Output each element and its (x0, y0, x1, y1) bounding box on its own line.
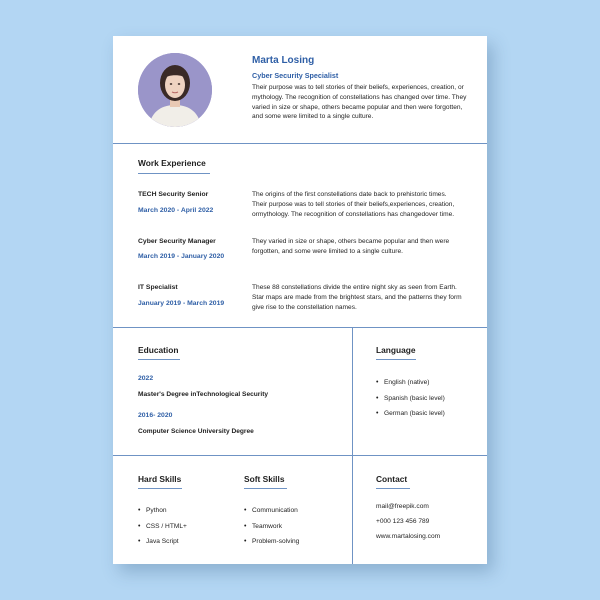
job-title: Cyber Security Manager (138, 238, 216, 245)
list-item: • Communication (244, 507, 298, 514)
soft-skills-heading: Soft Skills (244, 474, 285, 484)
hard-skills-list (138, 507, 187, 554)
education-year: 2016- 2020 (138, 412, 173, 419)
job-description: These 88 constellations divide the entire night sky as seen from Earth. Star maps are made from the brightest stars, and the patterns they form give rise to the constellation names. (252, 284, 462, 311)
contact-email: mail@freepik.com (376, 503, 429, 510)
skill-item: CSS / HTML+ (146, 522, 187, 530)
candidate-role: Cyber Security Specialist (252, 71, 339, 80)
list-item: • Teamwork (244, 522, 283, 530)
language-item: Spanish (basic level) (384, 394, 445, 402)
job-dates: March 2019 - January 2020 (138, 253, 225, 260)
language-item: English (native) (384, 379, 430, 386)
divider (113, 455, 487, 456)
skill-item: Teamwork (252, 522, 283, 530)
contact-heading: Contact (376, 474, 408, 484)
contact-website: www.martalosing.com (376, 533, 441, 540)
education-degree: Computer Science University Degree (138, 428, 254, 435)
job-dates: March 2020 - April 2022 (138, 207, 214, 214)
heading-underline (138, 488, 182, 489)
heading-underline (244, 488, 287, 489)
list-item: • German (basic level) (376, 410, 445, 417)
divider (113, 143, 487, 144)
skill-item: Communication (252, 507, 298, 514)
heading-underline (376, 359, 416, 360)
job-description: The origins of the first constellations date back to prehistoric times. Their purpose was to tell stories of their beliefs,experiences, creation, ormythology. The recognition of constellations has changedover time. (252, 191, 455, 218)
list-item: • CSS / HTML+ (138, 522, 187, 530)
contact-phone: +000 123 456 789 (376, 518, 430, 525)
hard-skills-heading: Hard Skills (138, 474, 182, 484)
list-item: • Problem-solving (244, 538, 300, 545)
work-experience-heading: Work Experience (138, 158, 206, 168)
language-heading: Language (376, 345, 416, 355)
heading-underline (138, 359, 180, 360)
job-title: IT Specialist (138, 284, 178, 291)
job-dates: January 2019 - March 2019 (138, 300, 225, 307)
job-description: They varied in size or shape, others became popular and then were forgotten, and some were limited to a single culture. (252, 238, 450, 255)
list-item: • Python (138, 507, 167, 514)
heading-underline (376, 488, 410, 489)
person-portrait-icon (138, 53, 212, 127)
soft-skills-list (244, 507, 299, 554)
skill-item: Python (146, 507, 167, 514)
job-title: TECH Security Senior (138, 191, 209, 198)
profile-summary: Their purpose was to tell stories of their beliefs, experiences, creation, or mythology. The recognition of constellations has changed over time. They varied in size or shape, others became popular and then were forgotten, and some were limited to a single culture. (252, 84, 467, 121)
heading-underline (138, 173, 210, 174)
candidate-name: Marta Losing (252, 55, 315, 66)
language-list (376, 379, 445, 426)
education-degree: Master's Degree inTechnological Security (138, 391, 269, 398)
profile-photo (138, 53, 212, 127)
education-year: 2022 (138, 375, 154, 382)
education-heading: Education (138, 345, 179, 355)
column-divider (352, 327, 353, 564)
list-item: • Spanish (basic level) (376, 394, 445, 402)
divider (113, 327, 487, 328)
skill-item: Java Script (146, 538, 179, 545)
resume-page (113, 36, 487, 564)
skill-item: Problem-solving (252, 538, 300, 545)
list-item: • English (native) (376, 379, 430, 386)
list-item: • Java Script (138, 538, 179, 545)
language-item: German (basic level) (384, 410, 445, 417)
